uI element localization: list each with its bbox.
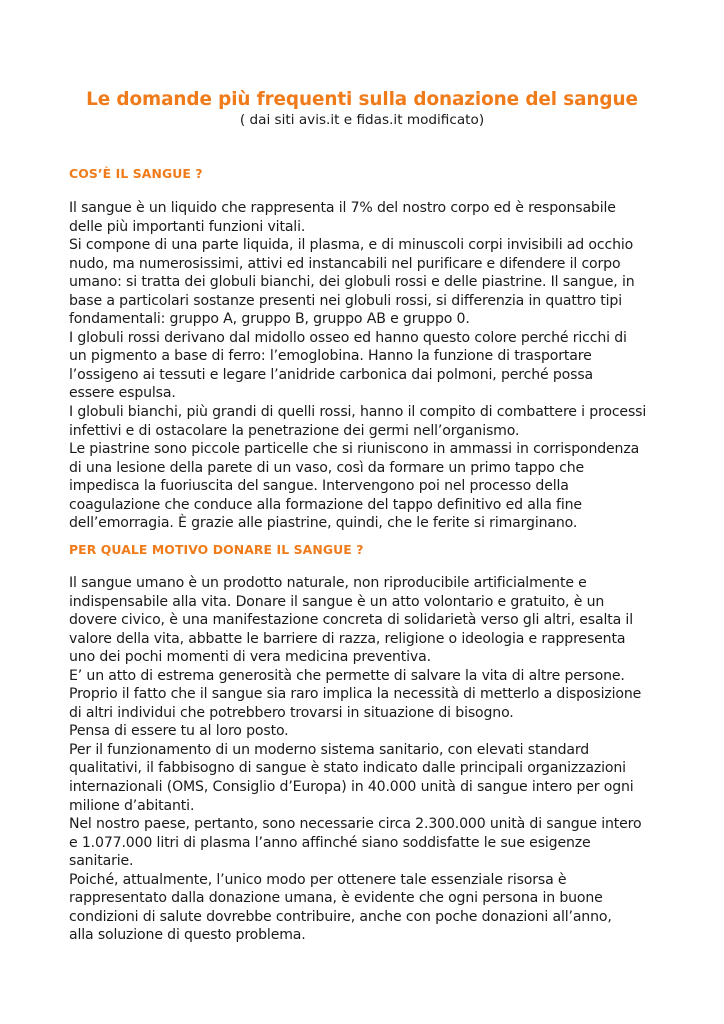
text-line: internazionali (OMS, Consiglio d’Europa) in 40.000 unità di sangue intero per ogni: [69, 779, 634, 796]
text-line: Il sangue è un liquido che rappresenta il 7% del nostro corpo ed è responsabile: [69, 200, 616, 216]
text-line: E’ un atto di estrema generosità che permette di salvare la vita di altre persone.: [69, 667, 625, 684]
text-line: di una lesione della parete di un vaso, così da formare un primo tappo che: [69, 459, 584, 476]
text-line: qualitativi, il fabbisogno di sangue è stato indicato dalle principali organizzazioni: [69, 760, 626, 777]
text-line: umano: si tratta dei globuli bianchi, dei globuli rossi e delle piastrine. Il sangue, in: [69, 274, 635, 291]
text-line: Poiché, attualmente, l’unico modo per ottenere tale essenziale risorsa è: [69, 871, 567, 888]
text-line: valore della vita, abbatte le barriere di razza, religione o ideologia e rappresenta: [69, 630, 626, 647]
text-line: impedisca la fuoriuscita del sangue. Intervengono poi nel processo della: [69, 478, 569, 495]
text-line: indispensabile alla vita. Donare il sangue è un atto volontario e gratuito, è un: [69, 593, 605, 610]
text-line: l’ossigeno ai tessuti e legare l’anidride carbonica dai polmoni, perché possa: [69, 366, 593, 383]
text-line: base a particolari sostanze presenti nei globuli rossi, si differenzia in quattro tipi: [69, 292, 622, 309]
section-heading-why-donate: PER QUALE MOTIVO DONARE IL SANGUE ?: [69, 542, 364, 557]
text-line: Il sangue umano è un prodotto naturale, non riproducibile artificialmente e: [69, 575, 587, 591]
text-line: un pigmento a base di ferro: l’emoglobina. Hanno la funzione di trasportare: [69, 348, 592, 365]
text-line: Nel nostro paese, pertanto, sono necessarie circa 2.300.000 unità di sangue intero: [69, 816, 642, 833]
document-title: Le domande più frequenti sulla donazione del sangue: [86, 89, 638, 110]
text-line: delle più importanti funzioni vitali.: [69, 218, 306, 235]
text-line: sanitarie.: [69, 853, 134, 870]
text-line: Si compone di una parte liquida, il plasma, e di minuscoli corpi invisibili ad occhio: [69, 237, 634, 254]
section-body-why-donate: [69, 574, 659, 945]
text-line: di altri individui che potrebbero trovarsi in situazione di bisogno.: [69, 704, 514, 721]
text-line: dell’emorragia. È grazie alle piastrine, quindi, che le ferite si rimarginano.: [69, 515, 578, 532]
section-heading-what-is-blood: COS’È IL SANGUE ?: [69, 166, 203, 181]
text-line: I globuli bianchi, più grandi di quelli rossi, hanno il compito di combattere i processi: [69, 404, 647, 421]
text-line: coagulazione che conduce alla formazione del tappo definitivo ed alla fine: [69, 496, 582, 513]
text-line: Per il funzionamento di un moderno sistema sanitario, con elevati standard: [69, 741, 590, 758]
text-line: dovere civico, è una manifestazione concreta di solidarietà verso gli altri, esalta il: [69, 612, 633, 629]
text-line: alla soluzione di questo problema.: [69, 927, 306, 944]
text-line: e 1.077.000 litri di plasma l’anno affinché siano soddisfatte le sue esigenze: [69, 834, 591, 851]
text-line: essere espulsa.: [69, 385, 176, 402]
document-subtitle: ( dai siti avis.it e fidas.it modificato): [239, 112, 485, 128]
section-body-what-is-blood: [69, 199, 659, 533]
text-line: milione d’abitanti.: [69, 797, 195, 814]
text-line: I globuli rossi derivano dal midollo osseo ed hanno questo colore perché ricchi di: [69, 329, 627, 346]
text-line: fondamentali: gruppo A, gruppo B, gruppo AB e gruppo 0.: [69, 311, 470, 328]
text-line: uno dei pochi momenti di vera medicina preventiva.: [69, 649, 431, 666]
text-line: Le piastrine sono piccole particelle che si riuniscono in ammassi in corrispondenza: [69, 441, 640, 458]
text-line: rappresentato dalla donazione umana, è evidente che ogni persona in buone: [69, 890, 603, 907]
text-line: Pensa di essere tu al loro posto.: [69, 723, 289, 740]
text-line: Proprio il fatto che il sangue sia raro implica la necessità di metterlo a disposizione: [69, 686, 642, 703]
text-line: condizioni di salute dovrebbe contribuire, anche con poche donazioni all’anno,: [69, 908, 612, 925]
text-line: infettivi e di ostacolare la penetrazione dei germi nell’organismo.: [69, 422, 520, 439]
text-line: nudo, ma numerosissimi, attivi ed instancabili nel purificare e difendere il corpo: [69, 255, 621, 272]
